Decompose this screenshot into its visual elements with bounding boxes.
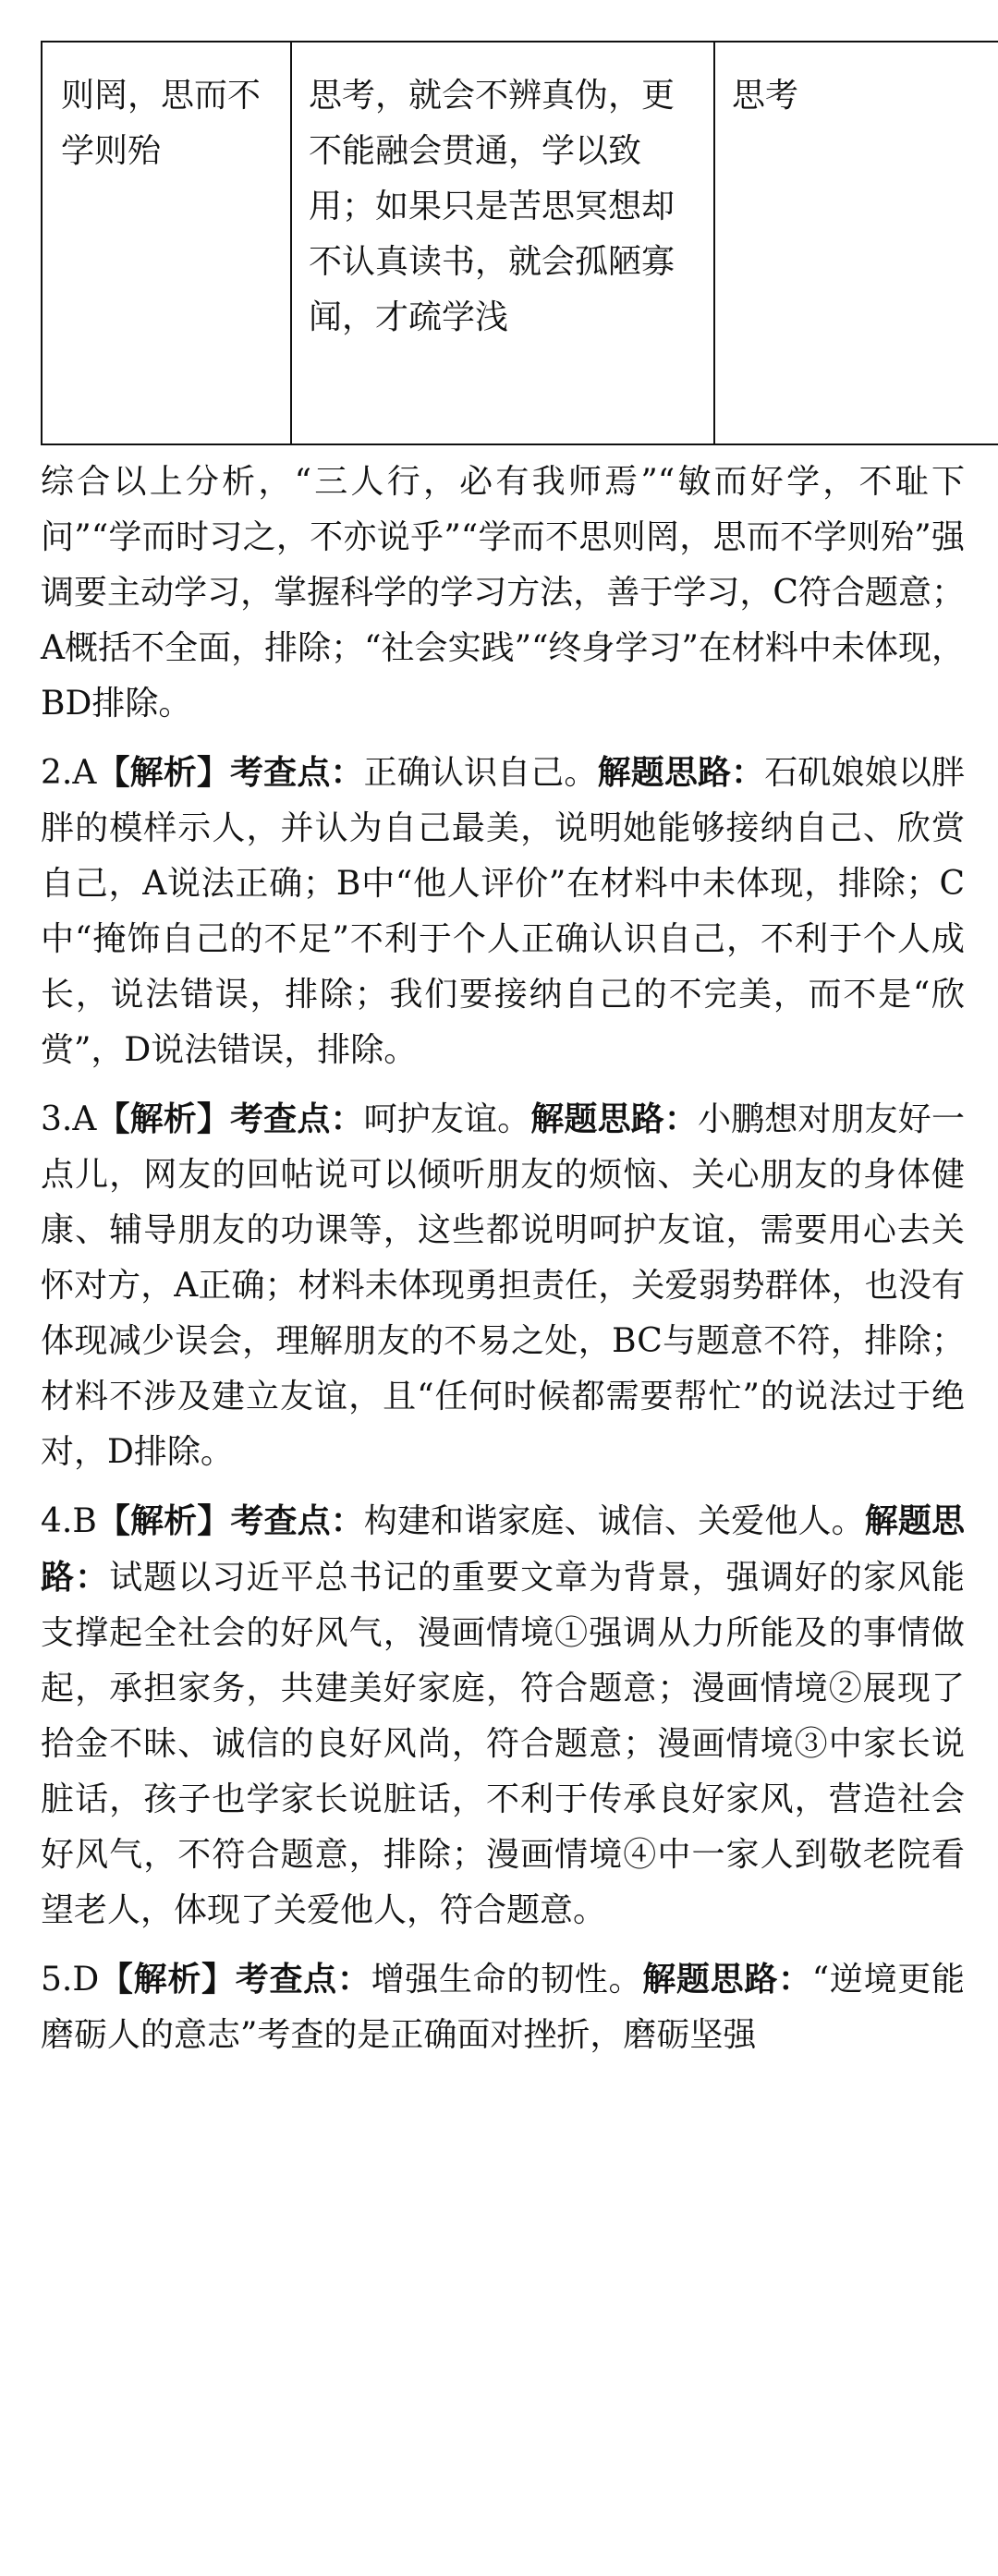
- explanation-table: [41, 41, 998, 445]
- knowledge-point: 增强生命的韧性。: [371, 1961, 643, 1999]
- answer-number: 4.B: [41, 1502, 97, 1540]
- solution-label: 解题思路：: [41, 1501, 965, 1597]
- answer-item-5: [41, 1951, 965, 2063]
- solution-label: 解题思路：: [530, 1100, 698, 1138]
- analysis-tag: 【解析】: [96, 1100, 231, 1138]
- solution-text: 小鹏想对朋友好一点儿，网友的回帖说可以倾听朋友的烦恼、关心朋友的身体健康、辅导朋友的功课等，这些都说明呵护友谊，需要用心去关怀对方，A正确；材料未体现勇担责任，关爱弱势群体，也没有体现减少误会，理解朋友的不易之处，BC与题意不符，排除；材料不涉及建立友谊，且“任何时候都需要帮忙”的说法过于绝对，D排除。: [41, 1100, 965, 1471]
- solution-label: 解题思路：: [642, 1960, 812, 1999]
- knowledge-point: 呵护友谊。: [363, 1100, 531, 1138]
- table-cell-explanation: 思考，就会不辨真伪，更不能融会贯通，学以致用；如果只是苦思冥想却不认真读书，就会孤陋寡闻，才疏学浅: [291, 42, 714, 444]
- knowledge-point-label: 考查点：: [230, 1100, 364, 1138]
- solution-text: 石矶娘娘以胖胖的模样示人，并认为自己最美，说明她能够接纳自己、欣赏自己，A说法正确；B中“他人评价”在材料中未体现，排除；C中“掩饰自己的不足”不利于个人正确认识自己，不利于个人成长，说法错误，排除；我们要接纳自己的不完美，而不是“欣赏”，D说法错误，排除。: [41, 754, 965, 1069]
- answer-item-3: [41, 1091, 965, 1480]
- answer-item-2: [41, 745, 965, 1078]
- solution-text: “逆境更能磨砺人的意志”考查的是正确面对挫折，磨砺坚强: [41, 1961, 965, 2054]
- knowledge-point-label: 考查点：: [230, 1501, 364, 1540]
- knowledge-point: 构建和谐家庭、诚信、关爱他人。: [363, 1502, 865, 1540]
- analysis-tag: 【解析】: [96, 753, 231, 792]
- analysis-tag: 【解析】: [99, 1960, 236, 1999]
- summary-paragraph: 综合以上分析，“三人行，必有我师焉”“敏而好学，不耻下问”“学而时习之，不亦说乎”“学而不思则罔，思而不学则殆”强调要主动学习，掌握科学的学习方法，善于学习，C符合题意；A概括不全面，排除；“社会实践”“终身学习”在材料中未体现，BD排除。: [41, 463, 965, 723]
- answer-number: 2.A: [41, 754, 97, 792]
- knowledge-point-label: 考查点：: [230, 753, 364, 792]
- table-cell-keyword: 思考: [714, 42, 998, 444]
- solution-text: 试题以习近平总书记的重要文章为背景，强调好的家风能支撑起全社会的好风气，漫画情境①强调从力所能及的事情做起，承担家务，共建美好家庭，符合题意；漫画情境②展现了拾金不昧、诚信的良好风尚，符合题意；漫画情境③中家长说脏话，孩子也学家长说脏话，不利于传承良好家风，营造社会好风气，不符合题意，排除；漫画情境④中一家人到敬老院看望老人，体现了关爱他人，符合题意。: [41, 1559, 965, 1929]
- table-cell-quote: 则罔，思而不学则殆: [42, 42, 291, 444]
- analysis-tag: 【解析】: [96, 1501, 231, 1540]
- knowledge-point-label: 考查点：: [235, 1960, 371, 1999]
- answer-number: 3.A: [41, 1100, 97, 1138]
- knowledge-point: 正确认识自己。: [363, 754, 598, 792]
- answer-analysis: [41, 455, 965, 2076]
- answer-number: 5.D: [41, 1961, 100, 1999]
- table-row: [42, 42, 998, 444]
- solution-label: 解题思路：: [597, 753, 765, 792]
- answer-item-4: [41, 1493, 965, 1938]
